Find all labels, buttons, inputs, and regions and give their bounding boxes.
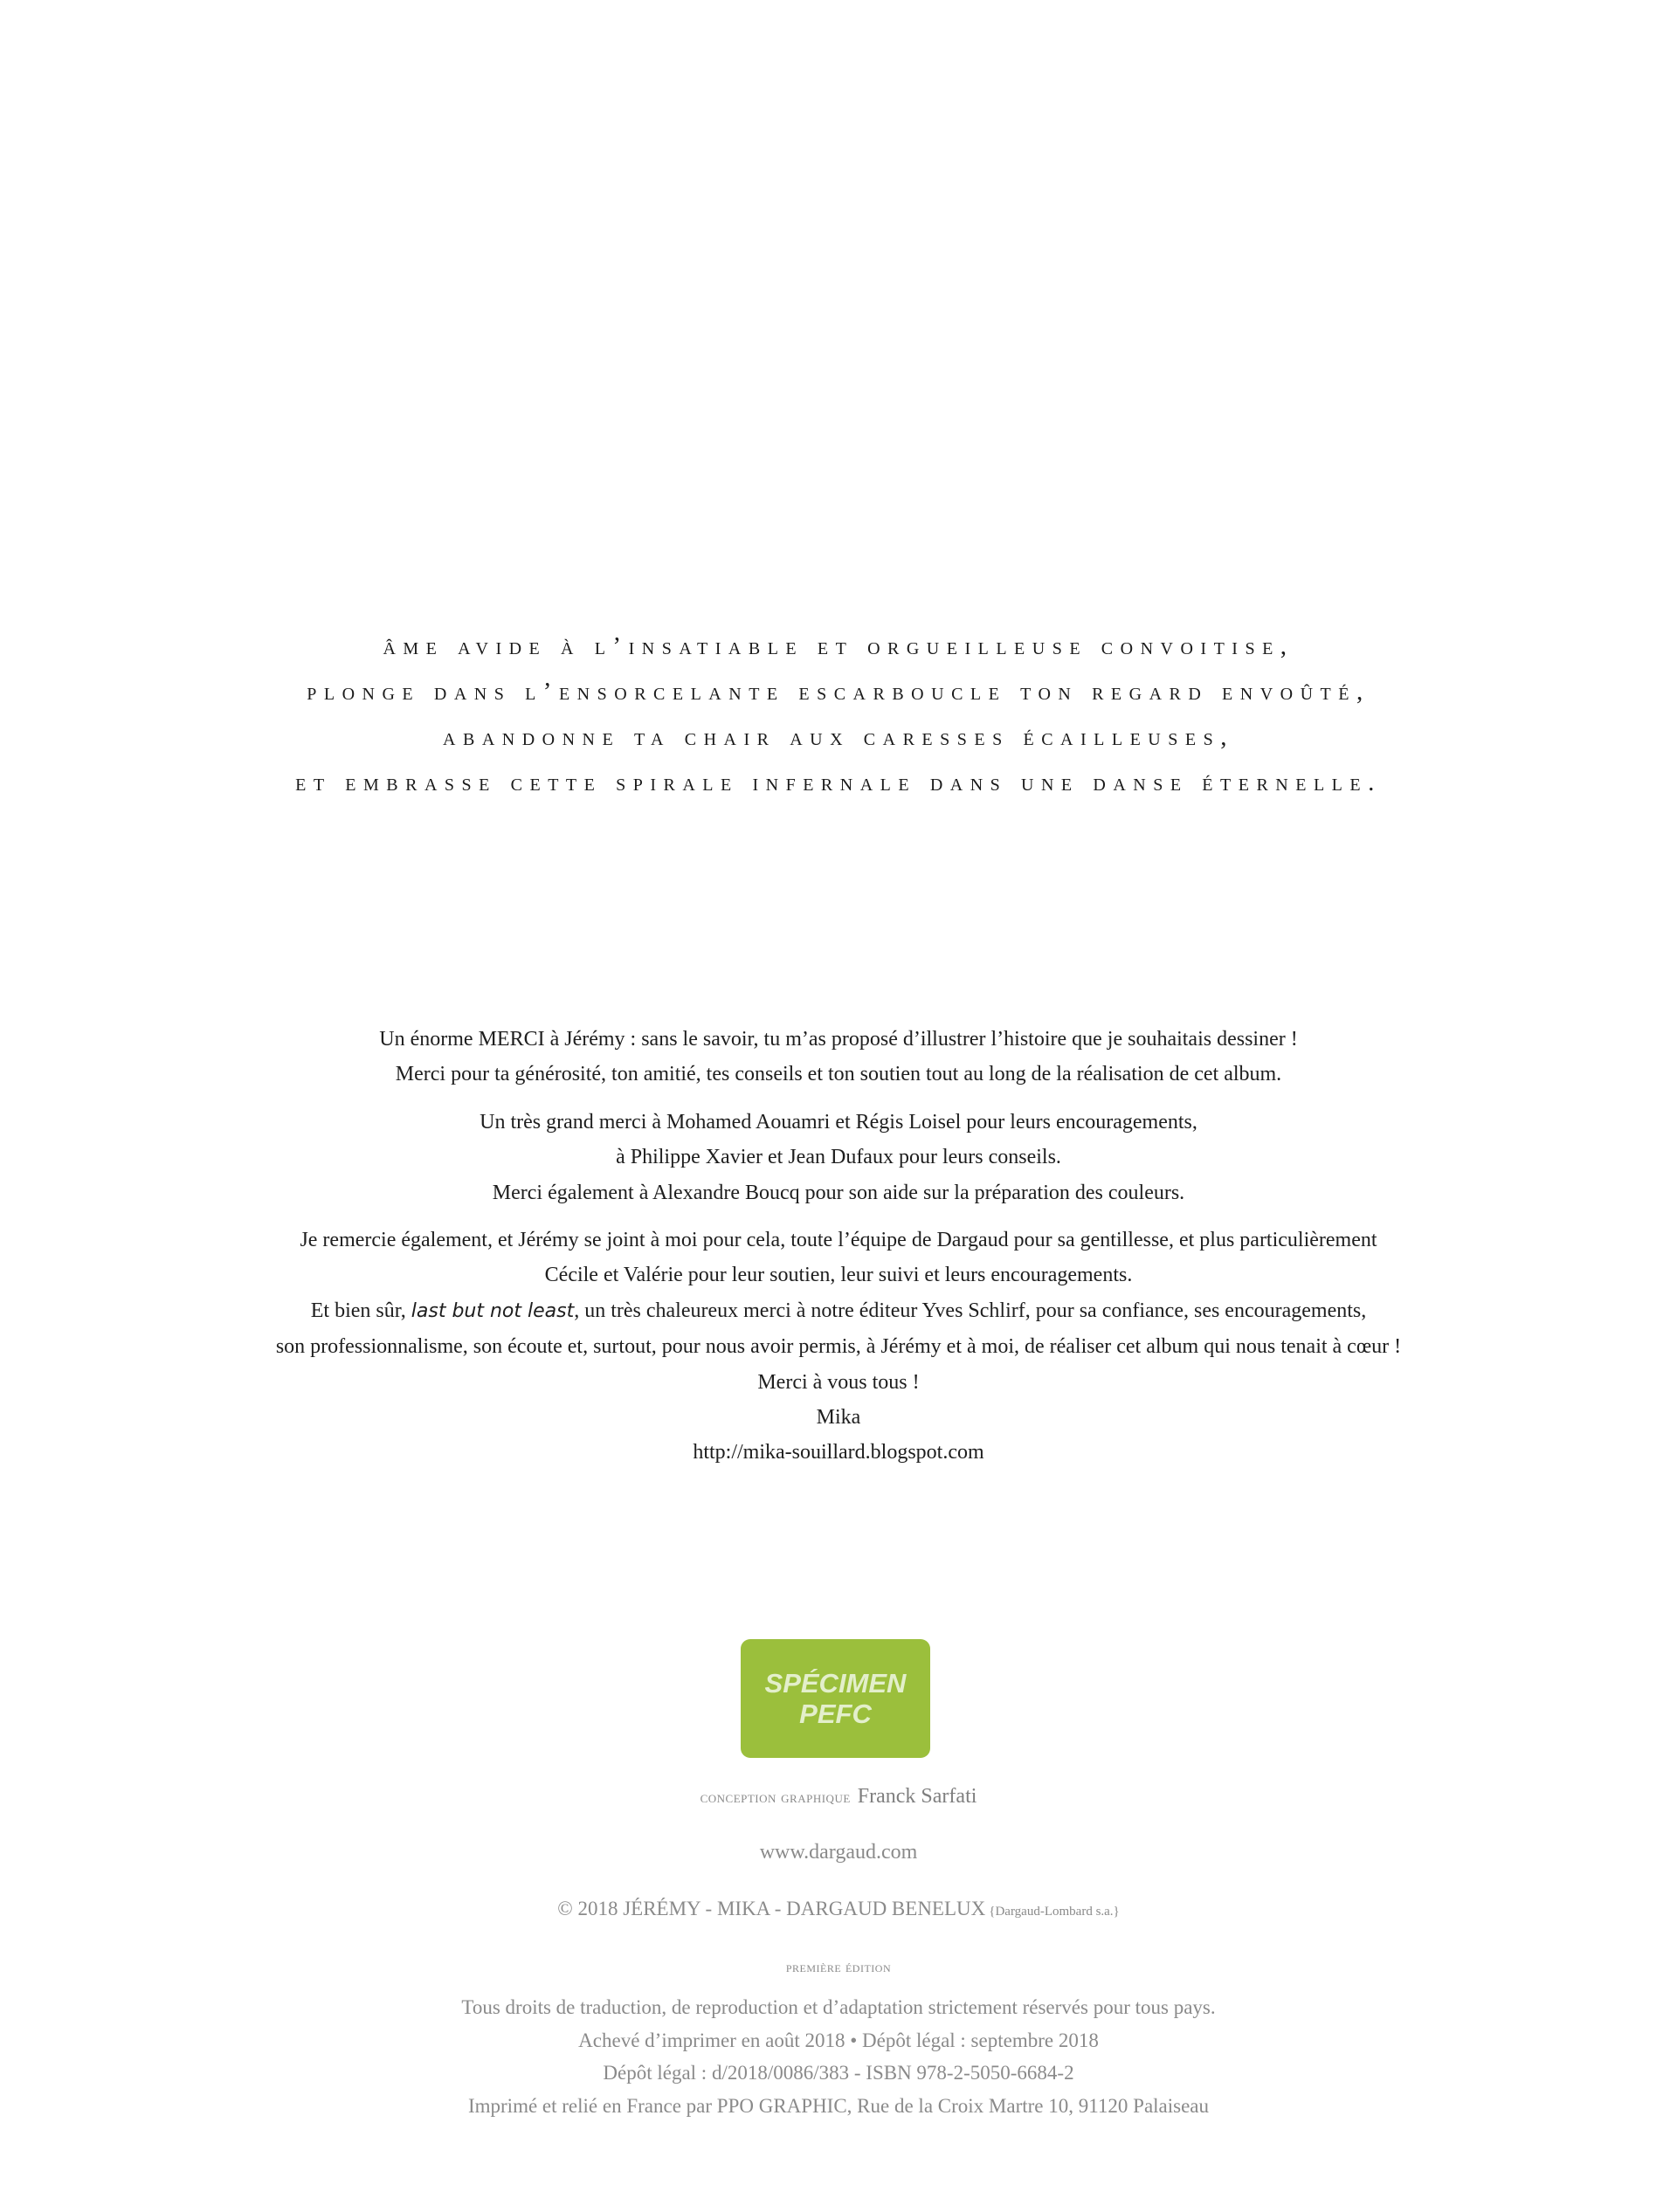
poem-line: abandonne ta chair aux caresses écailleuses, [443,723,1234,751]
legal-notice [0,1991,1677,2122]
blog-url: http://mika-souillard.blogspot.com [693,1441,984,1464]
poem-line: et embrasse cette spirale infernale dans une danse éternelle. [295,768,1382,796]
pefc-specimen-badge [741,1639,930,1758]
signature: Mika [816,1406,861,1430]
legal-line: Tous droits de traduction, de reproduction et d’adaptation strictement réservés pour tous pays. [461,1996,1216,2018]
thanks-line: Merci également à Alexandre Boucq pour son aide sur la préparation des couleurs. [492,1181,1185,1204]
badge-line: SPÉCIMEN [764,1668,907,1699]
thanks-text: , un très chaleureux merci à notre éditeur Yves Schlirf, pour sa confiance, ses encouragements, [574,1299,1367,1322]
thanks-line: Cécile et Valérie pour leur soutien, leur suivi et leurs encouragements. [544,1264,1133,1287]
copyright-text: © 2018 JÉRÉMY - MIKA - DARGAUD BENELUX [557,1898,986,1919]
thanks-text: Et bien sûr, [310,1299,411,1322]
poem-line: plonge dans l’ensorcelante escarboucle ton regard envoûté, [307,678,1370,706]
designer-name: Franck Sarfati [857,1785,977,1808]
publisher-website: www.dargaud.com [759,1841,918,1864]
graphic-design-credit [0,1785,1677,1809]
legal-line: Achevé d’imprimer en août 2018 • Dépôt légal : septembre 2018 [578,2029,1099,2051]
poem-line: âme avide à l’insatiable et orgueilleuse convoitise, [383,632,1294,660]
thanks-line: à Philippe Xavier et Jean Dufaux pour leurs conseils. [616,1146,1061,1169]
acknowledgements [0,1022,1677,1483]
design-label: conception graphique [700,1788,851,1807]
thanks-line: son professionnalisme, son écoute et, surtout, pour nous avoir permis, à Jérémy et à moi, de réaliser cet album qui nous tenait à cœur ! [275,1335,1402,1359]
thanks-paragraph-2 [0,1105,1677,1210]
thanks-paragraph-3 [0,1223,1677,1471]
poem-block [0,624,1677,805]
thanks-paragraph-1 [0,1022,1677,1092]
legal-line: Dépôt légal : d/2018/0086/383 - ISBN 978-2-5050-6684-2 [603,2062,1074,2084]
thanks-line-mixed [0,1293,1677,1329]
thanks-line: Merci pour ta générosité, ton amitié, tes conseils et ton soutien tout au long de la réalisation de cet album. [395,1063,1282,1086]
edition-label: première édition [785,1959,892,1975]
thanks-line: Je remercie également, et Jérémy se joint à moi pour cela, toute l’équipe de Dargaud pour sa gentillesse, et plus particulièrement [300,1229,1377,1252]
thanks-line: Un très grand merci à Mohamed Aouamri et Régis Loisel pour leurs encouragements, [480,1110,1197,1134]
badge-line: PEFC [799,1699,872,1729]
thanks-line: Merci à vous tous ! [757,1370,920,1394]
copyright-line [0,1898,1677,1920]
thanks-line: Un énorme MERCI à Jérémy : sans le savoir, tu m’as proposé d’illustrer l’histoire que je souhaitais dessiner ! [379,1028,1298,1051]
italic-phrase: last but not least [411,1299,575,1322]
legal-line: Imprimé et relié en France par PPO GRAPHIC, Rue de la Croix Martre 10, 91120 Palaiseau [467,2094,1210,2117]
copyright-company: {Dargaud-Lombard s.a.} [989,1905,1120,1919]
